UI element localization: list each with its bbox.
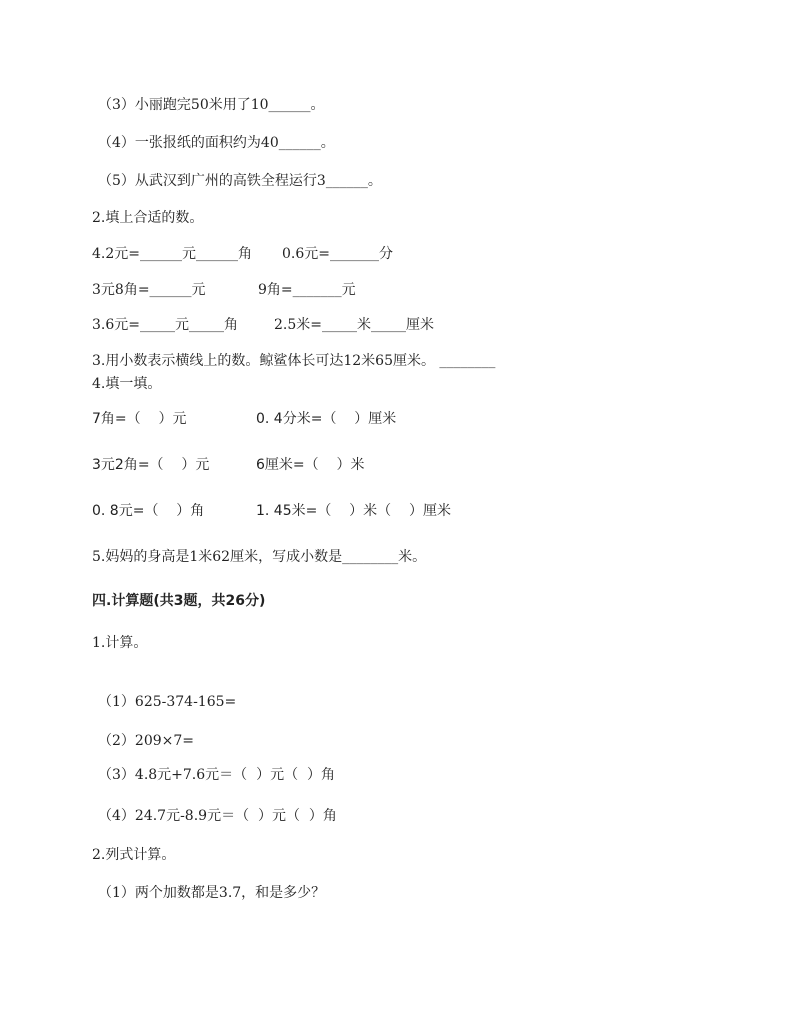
fill-row-3-right: 2.5米=_____米_____厘米 <box>274 317 434 333</box>
fill-table-row-2-right: 6厘米=（ ）米 <box>256 457 365 473</box>
calc-heading: 1.计算。 <box>92 635 148 651</box>
fill-table-row-1-right: 0. 4分米=（ ）厘米 <box>256 411 397 427</box>
question-3-3: （3）小丽跑完50米用了10______。 <box>98 97 325 113</box>
fill-table-row-3-left: 0. 8元=（ ）角 <box>92 503 205 519</box>
question-4-heading: 4.填一填。 <box>92 376 162 392</box>
section-4-heading: 四.计算题(共3题，共26分) <box>92 593 266 609</box>
question-3-5: （5）从武汉到广州的高铁全程运行3______。 <box>98 173 382 189</box>
question-3-decimal: 3.用小数表示横线上的数。鲸鲨体长可达12米65厘米。 ________ <box>92 353 496 369</box>
fill-row-1-right: 0.6元=_______分 <box>282 246 393 262</box>
calc-item-3: （3）4.8元+7.6元＝（ ）元（ ）角 <box>98 767 335 783</box>
fill-row-2-right: 9角=_______元 <box>258 282 356 298</box>
question-2-heading: 2.填上合适的数。 <box>92 210 204 226</box>
list-calc-item-1: （1）两个加数都是3.7，和是多少？ <box>98 885 326 901</box>
fill-row-3-left: 3.6元=_____元_____角 <box>92 317 238 333</box>
fill-table-row-3-right: 1. 45米=（ ）米（ ）厘米 <box>256 503 451 519</box>
list-calc-heading: 2.列式计算。 <box>92 847 176 863</box>
question-5-height: 5.妈妈的身高是1米62厘米，写成小数是________米。 <box>92 549 427 565</box>
fill-row-1-left: 4.2元=______元______角 <box>92 246 252 262</box>
calc-item-2: （2）209×7= <box>98 733 194 749</box>
calc-item-4: （4）24.7元-8.9元＝（ ）元（ ）角 <box>98 808 337 824</box>
fill-table-row-2-left: 3元2角=（ ）元 <box>92 457 210 473</box>
question-3-4: （4）一张报纸的面积约为40______。 <box>98 135 335 151</box>
fill-table-row-1-left: 7角=（ ）元 <box>92 411 187 427</box>
calc-item-1: （1）625-374-165= <box>98 694 237 710</box>
fill-row-2-left: 3元8角=______元 <box>92 282 206 298</box>
